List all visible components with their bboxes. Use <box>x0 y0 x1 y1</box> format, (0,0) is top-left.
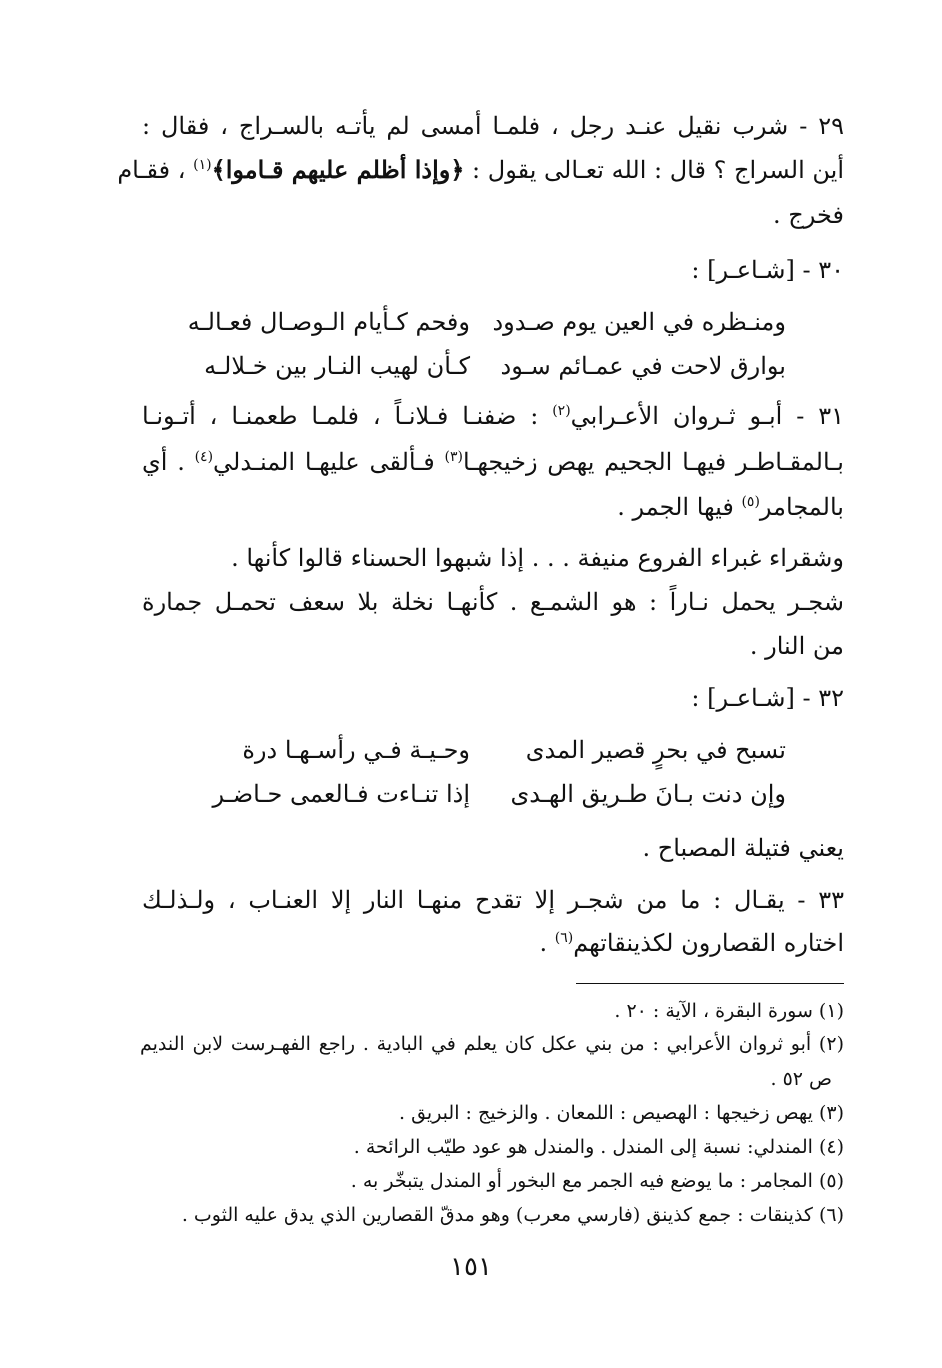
entry-text: أين السراج ؟ قال : الله تعـالى يقول : <box>472 156 844 184</box>
entry-31-line-2 <box>142 442 844 482</box>
entry-31-line-1 <box>142 396 844 436</box>
entry-31-line-5: شجـر يحمل نـاراً : هو الشمـع . كأنهـا نخلة بلا سعف تحمـل جمارة <box>142 588 844 616</box>
entry-33-line-1: ٣٣ - يقـال : ما من شجـر إلا تقدح منهـا النار إلا العنـاب ، ولـذلـك <box>142 886 844 914</box>
verse-second-hemistich: ومنـظره في العين يوم صـدود <box>492 308 786 336</box>
footnote-2: (٢) أبو ثروان الأعرابي : من بني عكل كان يعلم في البادية . راجع الفهـرست لابن النديم <box>140 1033 844 1055</box>
footnote-5: (٥) المجامر : ما يوضع فيه الجمر مع البخور أو المندل يتبخّر به . <box>350 1170 844 1192</box>
footnote-4: (٤) المندلي: نسبة إلى المندل . والمندل هو عود طيّب الرائحة . <box>353 1136 844 1158</box>
entry-32-heading: ٣٢ - [شـاعـر] : <box>691 684 844 712</box>
verse-second-hemistich: تسبح في بحرٍ قصير المدى <box>525 736 786 764</box>
verse-first-hemistich: وحـيـة فـي رأسـهـا درة <box>242 736 470 764</box>
footnote-3: (٣) يهص زخيجها : الهصيص : اللمعان . والزخيج : البريق . <box>398 1102 844 1124</box>
quran-quote: ﴿وإذا أظلم عليهم قـاموا﴾ <box>211 155 465 184</box>
entry-number: ٢٩ - <box>799 112 844 140</box>
entry-text: ٣١ - أبـو ثـروان الأعـرابي <box>570 402 844 430</box>
entry-text: ، فقـام <box>117 156 186 184</box>
verse-first-hemistich: كـأن لهيب النـار بين خـلالـه <box>204 352 470 380</box>
entry-30-heading: ٣٠ - [شـاعـر] : <box>691 256 844 284</box>
verse-second-hemistich: بوارق لاحت في عمـائم سـود <box>500 352 786 380</box>
entry-text: اختاره القصارون لكذينقاتهم <box>573 929 844 957</box>
entry-text: فيها الجمر . <box>617 493 734 521</box>
page-number: ١٥١ <box>450 1252 492 1282</box>
footnote-2-continued: ص ٥٢ . <box>770 1068 832 1090</box>
entry-29-line-2 <box>117 150 844 190</box>
entry-text: . أي <box>142 448 185 476</box>
footnote-6: (٦) كذينقات : جمع كذينق (فارسي معرب) وهو مدقّ القصارين الذي يدق عليه الثوب . <box>181 1204 844 1226</box>
verse-first-hemistich: إذا تنـاءت فـالعمى حـاضـر <box>212 780 470 808</box>
footnote-ref: (٥) <box>741 494 760 510</box>
entry-31-line-6: من النار . <box>749 632 844 660</box>
footnote-divider <box>576 983 844 984</box>
entry-text: : ضفنـا فـلانـاً ، فلمـا طعمنـا ، أتـونـا <box>142 402 539 430</box>
verse-first-hemistich: وفحم كـأيام الـوصـال فعـالـه <box>187 308 470 336</box>
entry-text: شرب نقيل عنـد رجل ، فلمـا أمسى لم يأتـه بالسـراج ، فقال : <box>142 112 789 140</box>
entry-31-line-3 <box>142 487 844 527</box>
footnote-ref: (١) <box>193 157 212 173</box>
footnote-ref: (٣) <box>444 449 463 465</box>
entry-29-line-3: فخرج . <box>773 201 844 229</box>
entry-text: بـالمقـاطـر فيهـا الجحيم يهص زخيجهـا <box>462 448 844 476</box>
verse-second-hemistich: وإن دنت بـانَ طـريق الهـدى <box>510 780 786 808</box>
entry-33-line-2 <box>142 923 844 963</box>
footnote-ref: (٦) <box>554 930 574 946</box>
entry-text: بالمجامر <box>759 493 844 521</box>
entry-31-line-4: وشقراء غبراء الفروع منيفة . . . إذا شبهوا الحسناء قالوا كأنها . <box>231 544 844 572</box>
footnote-ref: (٢) <box>552 403 571 419</box>
entry-29-line-1 <box>142 106 844 146</box>
entry-32-note: يعني فتيلة المصباح . <box>642 834 844 862</box>
footnote-ref: (٤) <box>194 449 214 465</box>
entry-text: . <box>539 929 548 957</box>
footnote-1: (١) سورة البقرة ، الآية : ٢٠ . <box>614 1000 844 1022</box>
entry-text: فـألقى عليهـا المنـدلي <box>213 448 435 476</box>
